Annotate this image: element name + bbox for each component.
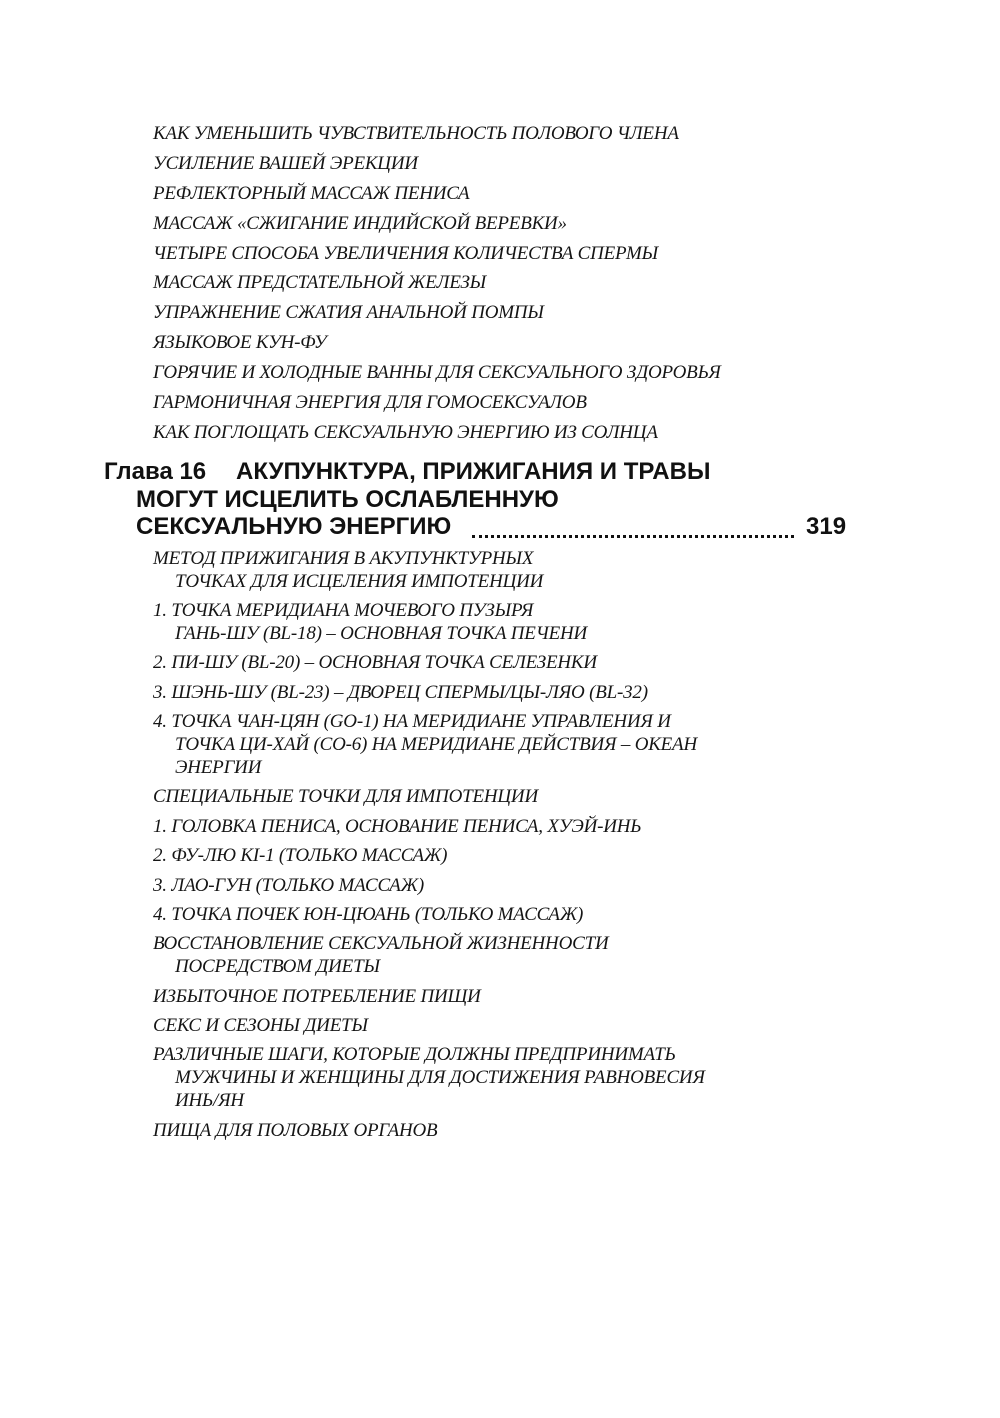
toc-entry: 4. ТОЧКА ЧАН-ЦЯН (GO-1) НА МЕРИДИАНЕ УПРАВЛЕНИЯ И bbox=[153, 711, 671, 732]
toc-entry: ЧЕТЫРЕ СПОСОБА УВЕЛИЧЕНИЯ КОЛИЧЕСТВА СПЕРМЫ bbox=[153, 243, 658, 264]
toc-entry: ГОРЯЧИЕ И ХОЛОДНЫЕ ВАННЫ ДЛЯ СЕКСУАЛЬНОГО ЗДОРОВЬЯ bbox=[153, 362, 721, 383]
toc-entry: СЕКС И СЕЗОНЫ ДИЕТЫ bbox=[153, 1015, 368, 1036]
dot-leader bbox=[472, 527, 794, 538]
toc-entry: 1. ГОЛОВКА ПЕНИСА, ОСНОВАНИЕ ПЕНИСА, ХУЭЙ-ИНЬ bbox=[153, 816, 642, 837]
toc-entry: УСИЛЕНИЕ ВАШЕЙ ЭРЕКЦИИ bbox=[153, 153, 418, 174]
toc-entry-continuation: ТОЧКАХ ДЛЯ ИСЦЕЛЕНИЯ ИМПОТЕНЦИИ bbox=[175, 571, 544, 592]
chapter-page-number: 319 bbox=[806, 513, 847, 540]
toc-entry-continuation: ГАНЬ-ШУ (BL-18) – ОСНОВНАЯ ТОЧКА ПЕЧЕНИ bbox=[175, 623, 588, 644]
toc-entry: 3. ШЭНЬ-ШУ (BL-23) – ДВОРЕЦ СПЕРМЫ/ЦЫ-ЛЯО (BL-32) bbox=[153, 682, 648, 703]
chapter-title-line2: МОГУТ ИСЦЕЛИТЬ ОСЛАБЛЕННУЮ bbox=[136, 486, 559, 513]
toc-entry: 2. ПИ-ШУ (BL-20) – ОСНОВНАЯ ТОЧКА СЕЛЕЗЕНКИ bbox=[153, 652, 597, 673]
toc-entry: ГАРМОНИЧНАЯ ЭНЕРГИЯ ДЛЯ ГОМОСЕКСУАЛОВ bbox=[153, 392, 587, 413]
toc-entry: 3. ЛАО-ГУН (ТОЛЬКО МАССАЖ) bbox=[153, 875, 424, 896]
toc-entry: МАССАЖ ПРЕДСТАТЕЛЬНОЙ ЖЕЛЕЗЫ bbox=[153, 272, 487, 293]
toc-entry: 1. ТОЧКА МЕРИДИАНА МОЧЕВОГО ПУЗЫРЯ bbox=[153, 600, 534, 621]
toc-entry: 2. ФУ-ЛЮ KI-1 (ТОЛЬКО МАССАЖ) bbox=[153, 845, 448, 866]
toc-entry: РЕФЛЕКТОРНЫЙ МАССАЖ ПЕНИСА bbox=[153, 183, 470, 204]
toc-entry: СПЕЦИАЛЬНЫЕ ТОЧКИ ДЛЯ ИМПОТЕНЦИИ bbox=[153, 786, 538, 807]
toc-entry-continuation: МУЖЧИНЫ И ЖЕНЩИНЫ ДЛЯ ДОСТИЖЕНИЯ РАВНОВЕСИЯ bbox=[175, 1067, 705, 1088]
toc-entry: МЕТОД ПРИЖИГАНИЯ В АКУПУНКТУРНЫХ bbox=[153, 548, 534, 569]
toc-entry-continuation: ЭНЕРГИИ bbox=[175, 757, 262, 778]
toc-entry: 4. ТОЧКА ПОЧЕК ЮН-ЦЮАНЬ (ТОЛЬКО МАССАЖ) bbox=[153, 904, 584, 925]
toc-entry: УПРАЖНЕНИЕ СЖАТИЯ АНАЛЬНОЙ ПОМПЫ bbox=[153, 302, 544, 323]
toc-entry: МАССАЖ «СЖИГАНИЕ ИНДИЙСКОЙ ВЕРЕВКИ» bbox=[153, 213, 567, 234]
toc-entry-continuation: ТОЧКА ЦИ-ХАЙ (СО-6) НА МЕРИДИАНЕ ДЕЙСТВИЯ – ОКЕАН bbox=[175, 734, 697, 755]
chapter-title-line3: СЕКСУАЛЬНУЮ ЭНЕРГИЮ bbox=[136, 513, 452, 540]
toc-entry: РАЗЛИЧНЫЕ ШАГИ, КОТОРЫЕ ДОЛЖНЫ ПРЕДПРИНИМАТЬ bbox=[153, 1044, 676, 1065]
chapter-title-line1: АКУПУНКТУРА, ПРИЖИГАНИЯ И ТРАВЫ bbox=[236, 458, 711, 485]
toc-entry: ПИЩА ДЛЯ ПОЛОВЫХ ОРГАНОВ bbox=[153, 1120, 438, 1141]
toc-entry: ВОССТАНОВЛЕНИЕ СЕКСУАЛЬНОЙ ЖИЗНЕННОСТИ bbox=[153, 933, 609, 954]
toc-entry-continuation: ПОСРЕДСТВОМ ДИЕТЫ bbox=[175, 956, 380, 977]
toc-entry: КАК УМЕНЬШИТЬ ЧУВСТВИТЕЛЬНОСТЬ ПОЛОВОГО ЧЛЕНА bbox=[153, 123, 679, 144]
chapter-label: Глава 16 bbox=[104, 458, 207, 485]
toc-entry: КАК ПОГЛОЩАТЬ СЕКСУАЛЬНУЮ ЭНЕРГИЮ ИЗ СОЛНЦА bbox=[153, 422, 658, 443]
toc-entry: ИЗБЫТОЧНОЕ ПОТРЕБЛЕНИЕ ПИЩИ bbox=[153, 986, 481, 1007]
toc-entry-continuation: ИНЬ/ЯН bbox=[175, 1090, 244, 1111]
toc-entry: ЯЗЫКОВОЕ КУН-ФУ bbox=[153, 332, 327, 353]
